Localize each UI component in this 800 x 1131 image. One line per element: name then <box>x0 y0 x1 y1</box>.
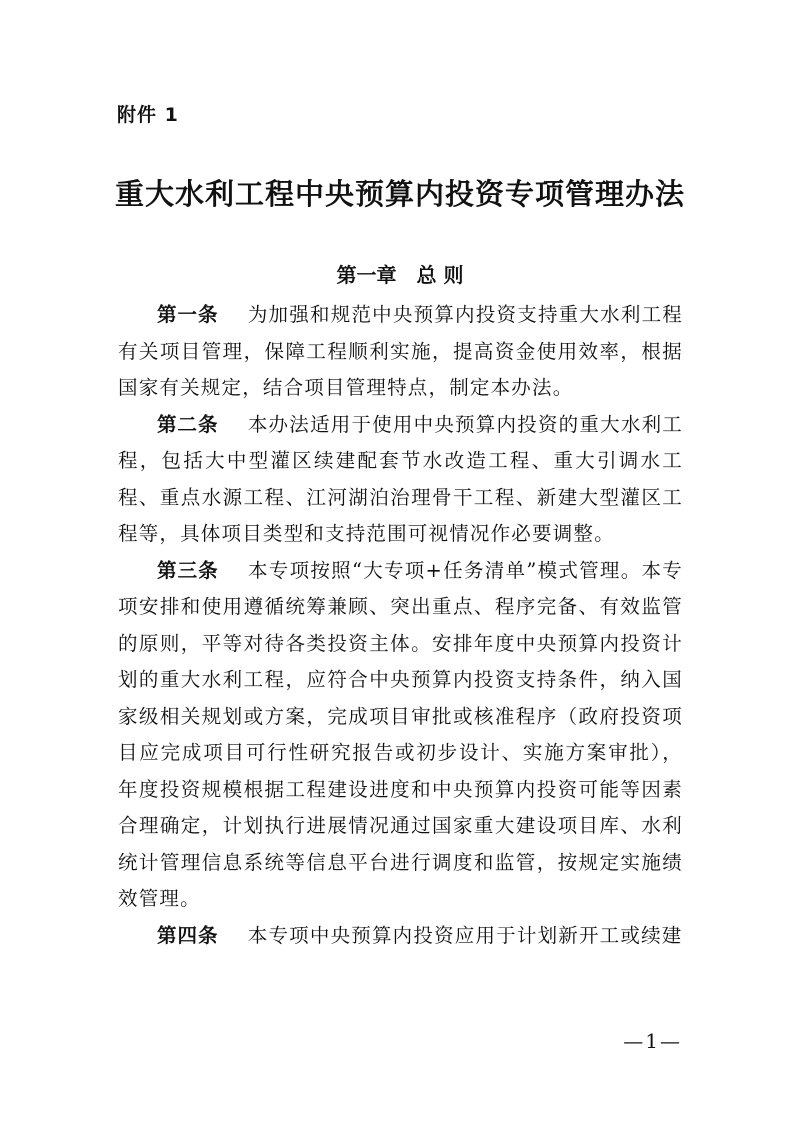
article-1 <box>118 297 683 407</box>
article-text: 本专项中央预算内投资应用于计划新开工或续建 <box>247 923 683 947</box>
article-label: 第四条 <box>157 923 219 947</box>
page-number: —1— <box>623 1029 682 1053</box>
article-label: 第一条 <box>157 303 219 326</box>
article-3 <box>118 553 683 918</box>
article-text: 本专项按照“大专项+任务清单”模式管理。本专项安排和使用遵循统筹兼顾、突出重点、程序完备、有效监管的原则，平等对待各类投资主体。安排年度中央预算内投资计划的重大水利工程，应符合中央预算内投资支持条件，纳入国家级相关规划或方案，完成项目审批或核准程序（政府投资项目应完成项目可行性研究报告或初步设计、实施方案审批），年度投资规模根据工程建设进度和中央预算内投资可能等因素合理确定，计划执行进展情况通过国家重大建设项目库、水利统计管理信息系统等信息平台进行调度和监管，按规定实施绩效管理。 <box>118 558 683 910</box>
article-4 <box>118 918 683 955</box>
article-label: 第二条 <box>157 412 219 436</box>
chapter-heading: 第一章 总 则 <box>336 263 464 287</box>
attachment-label: 附件 1 <box>117 104 179 126</box>
article-text: 为加强和规范中央预算内投资支持重大水利工程有关项目管理，保障工程顺利实施，提高资金使用效率，根据国家有关规定，结合项目管理特点，制定本办法。 <box>118 303 683 399</box>
article-text: 本办法适用于使用中央预算内投资的重大水利工程，包括大中型灌区续建配套节水改造工程、重大引调水工程、重点水源工程、江河湖泊治理骨干工程、新建大型灌区工程等，具体项目类型和支持范围可视情况作必要调整。 <box>118 412 683 545</box>
article-2 <box>118 407 683 553</box>
document-body <box>118 297 683 954</box>
article-label: 第三条 <box>157 558 219 582</box>
document-title: 重大水利工程中央预算内投资专项管理办法 <box>114 177 685 211</box>
